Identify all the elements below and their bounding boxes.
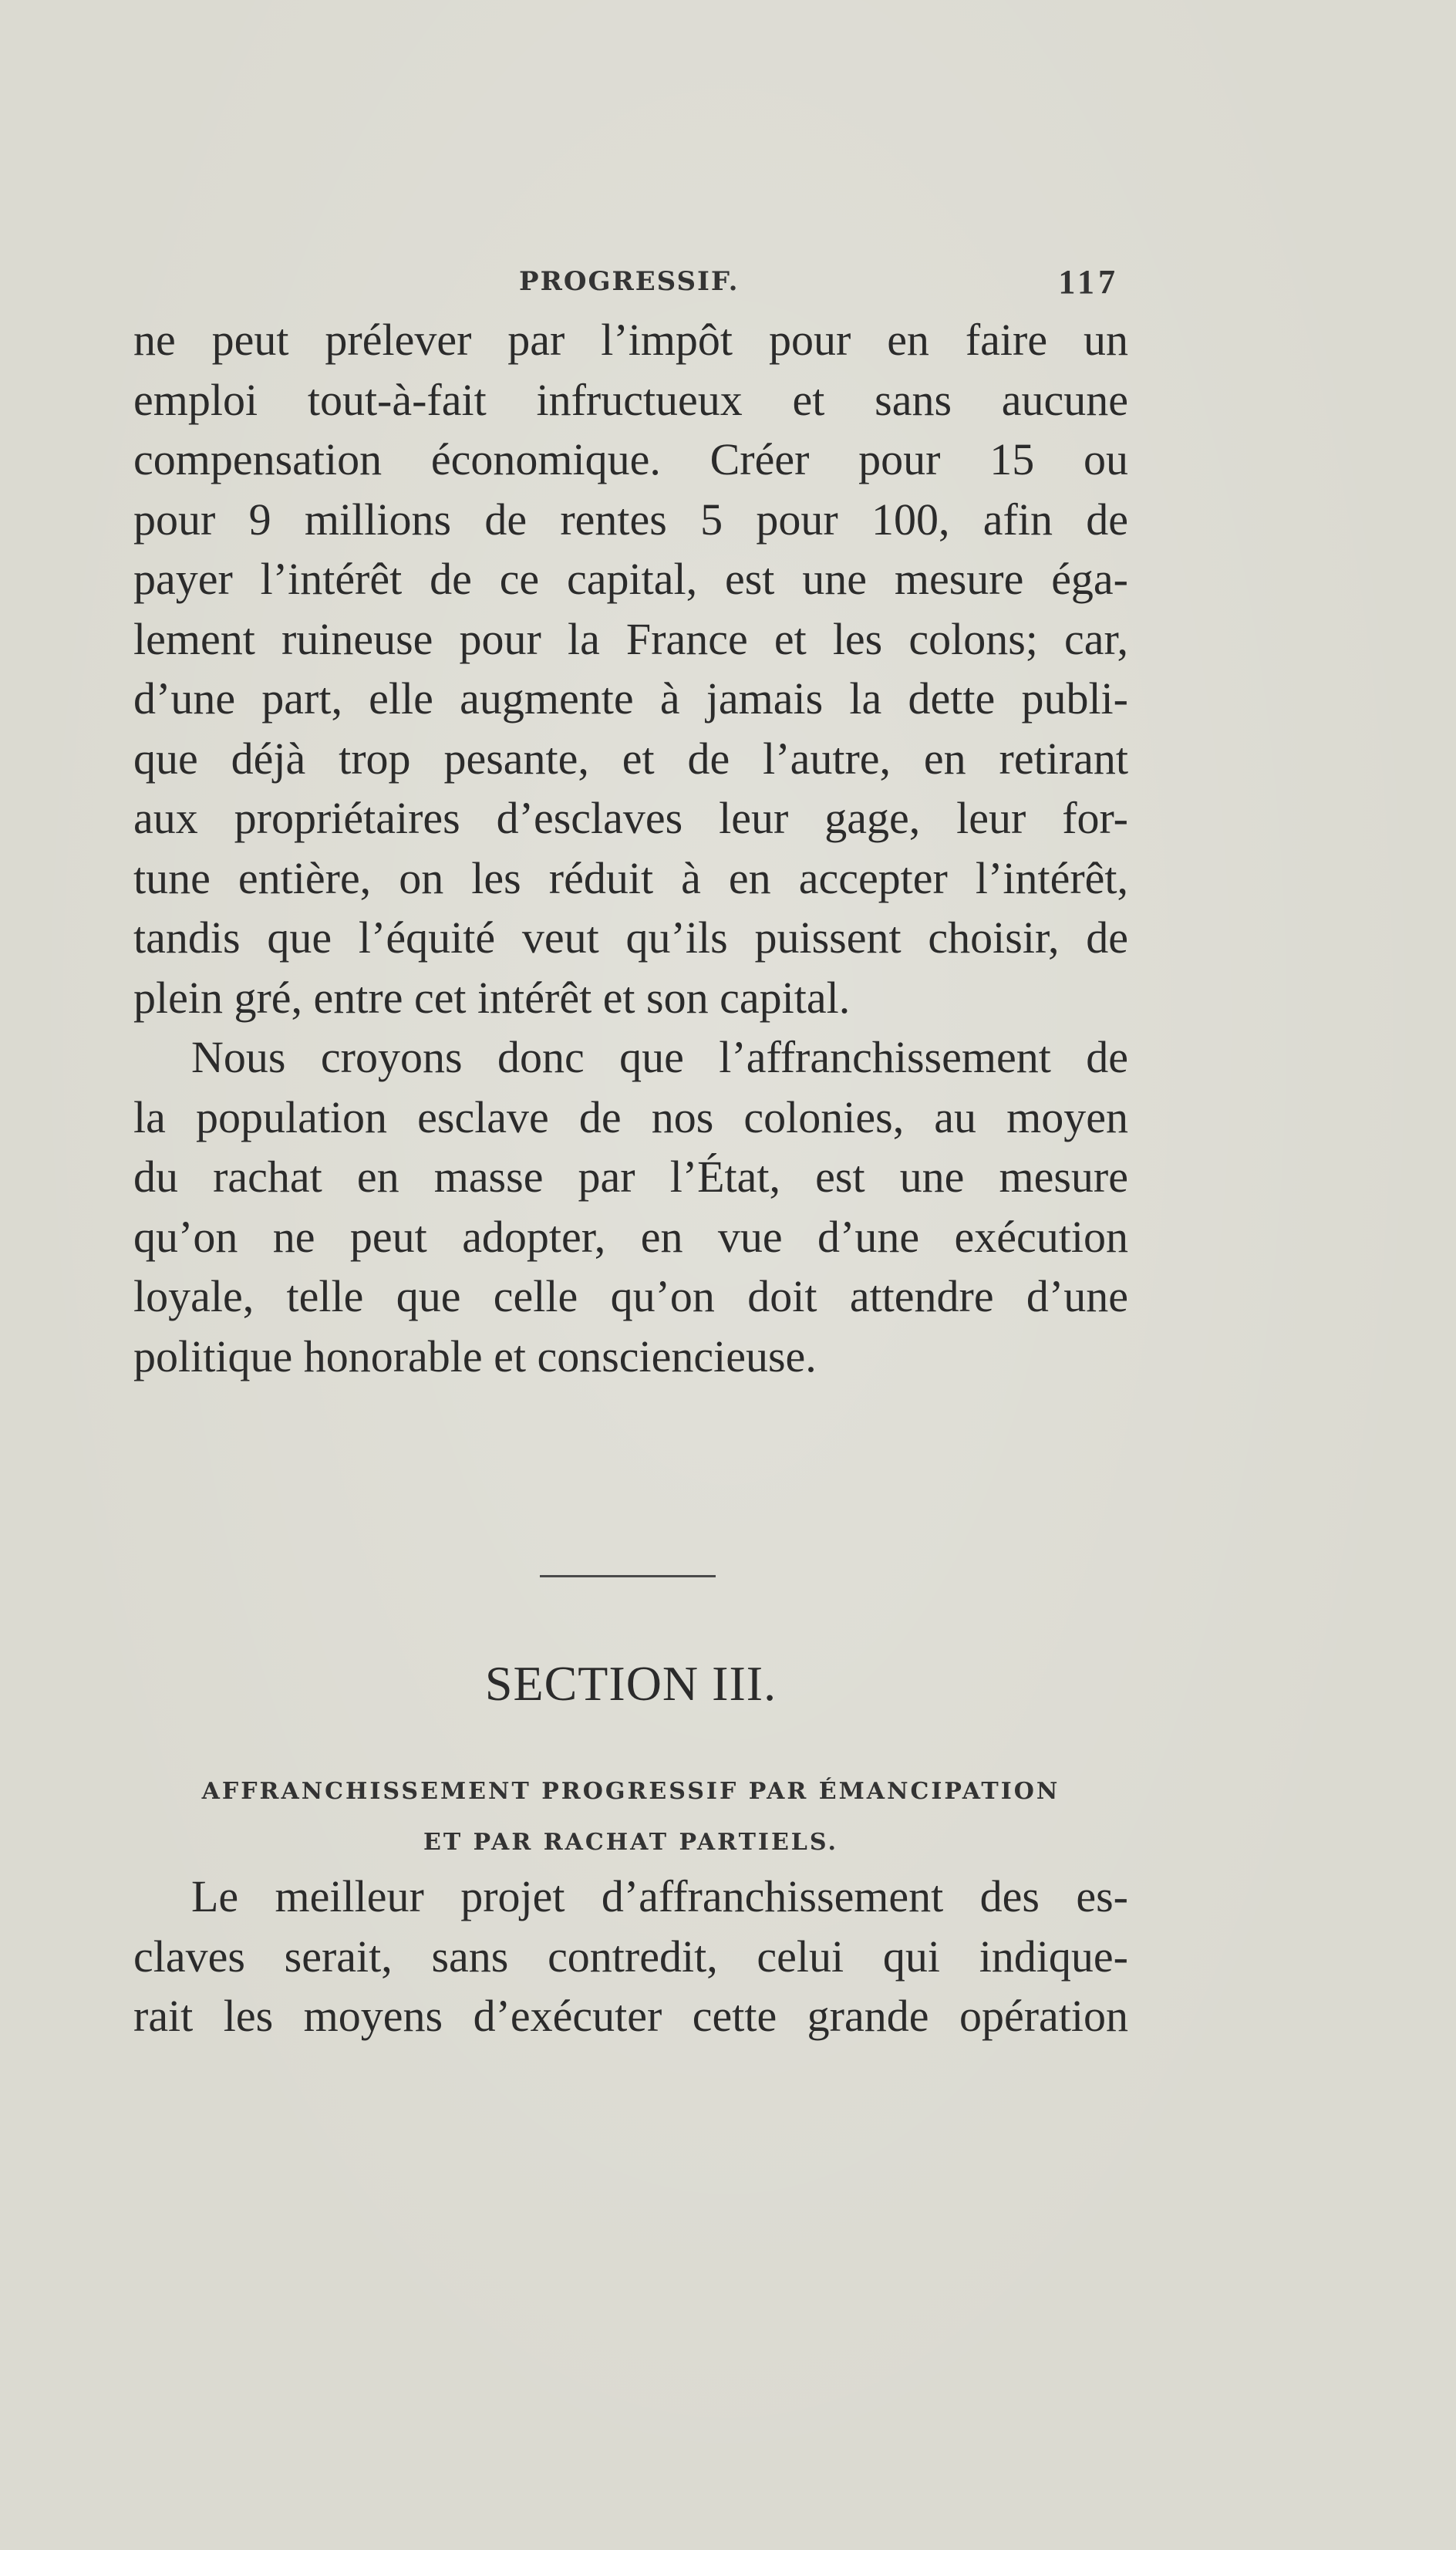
text-line: compensation économique. Créer pour 15 ou — [133, 434, 1128, 484]
text-line: Nous croyons donc que l’affranchissement de — [191, 1032, 1128, 1082]
text-line: tandis que l’équité veut qu’ils puissent choisir, de — [133, 912, 1128, 963]
text-line: d’une part, elle augmente à jamais la dette publi- — [133, 673, 1128, 724]
text-line: emploi tout-à-fait infructueux et sans aucune — [133, 374, 1128, 425]
text-line: payer l’intérêt de ce capital, est une mesure éga- — [133, 554, 1128, 604]
text-line: claves serait, sans contredit, celui qui indique- — [133, 1931, 1128, 1982]
text-line: ne peut prélever par l’impôt pour en faire un — [133, 315, 1128, 365]
text-line: politique honorable et consciencieuse. — [133, 1331, 817, 1381]
text-line: que déjà trop pesante, et de l’autre, en retirant — [133, 733, 1128, 784]
section-divider — [540, 1575, 716, 1577]
text-line: la population esclave de nos colonies, au moyen — [133, 1091, 1128, 1142]
section-subtitle: ET PAR RACHAT PARTIELS. — [423, 1829, 838, 1856]
section-title: SECTION III. — [484, 1656, 777, 1711]
section-body-text — [133, 1867, 1128, 2046]
text-line: tune entière, on les réduit à en accepter l’intérêt, — [133, 852, 1128, 903]
page-header — [133, 263, 1128, 305]
text-line: plein gré, entre cet intérêt et son capital. — [133, 972, 851, 1023]
text-line: Le meilleur projet d’affranchissement des es- — [191, 1871, 1128, 1921]
text-line: rait les moyens d’exécuter cette grande opération — [133, 1991, 1128, 2041]
text-line: qu’on ne peut adopter, en vue d’une exécution — [133, 1211, 1128, 1262]
body-text — [133, 310, 1128, 1386]
running-head: PROGRESSIF. — [519, 266, 740, 297]
page-number: 117 — [1058, 263, 1119, 301]
text-line: pour 9 millions de rentes 5 pour 100, afin de — [133, 494, 1128, 545]
text-line: lement ruineuse pour la France et les colons; car, — [133, 613, 1128, 664]
text-line: du rachat en masse par l’État, est une mesure — [133, 1152, 1128, 1202]
text-line: loyale, telle que celle qu’on doit attendre d’une — [133, 1271, 1128, 1321]
text-line: aux propriétaires d’esclaves leur gage, leur for- — [133, 793, 1128, 843]
section-subtitle: AFFRANCHISSEMENT PROGRESSIF PAR ÉMANCIPATION — [201, 1778, 1060, 1805]
